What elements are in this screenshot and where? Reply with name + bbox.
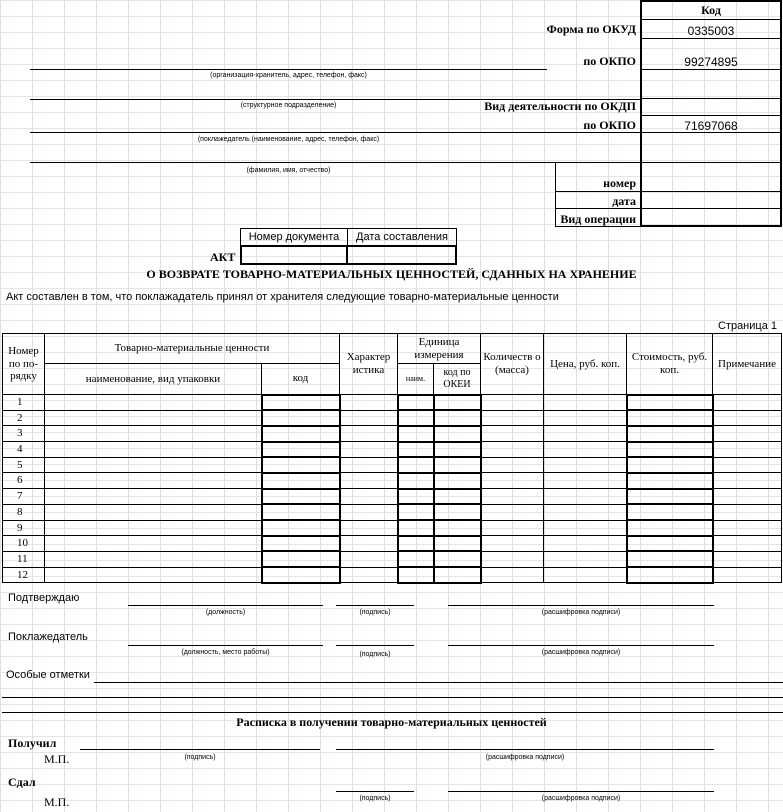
table-cell[interactable]	[340, 426, 398, 442]
code-divider	[640, 38, 782, 39]
table-cell[interactable]	[481, 520, 544, 536]
act-statement: Акт составлен в том, что поклажадатель принял от хранителя следующие товарно-материальные ценности	[6, 291, 559, 303]
row-number: 11	[3, 551, 45, 567]
table-cell[interactable]	[262, 442, 340, 458]
table-cell[interactable]	[398, 457, 434, 473]
received-label: Получил	[8, 736, 57, 750]
okpo-value[interactable]: 99274895	[684, 55, 738, 69]
table-row	[3, 442, 782, 458]
table-cell[interactable]	[45, 520, 262, 536]
col-code-header: код	[262, 364, 340, 395]
operation-label: Вид операции	[560, 212, 636, 226]
table-cell[interactable]	[544, 457, 627, 473]
table-cell[interactable]	[45, 457, 262, 473]
table-cell[interactable]	[340, 473, 398, 489]
table-cell[interactable]	[45, 395, 262, 411]
handed-decoding-line[interactable]	[448, 791, 714, 792]
table-cell[interactable]	[434, 442, 481, 458]
table-cell[interactable]	[713, 395, 782, 411]
table-cell[interactable]	[434, 489, 481, 505]
code-divider	[640, 208, 782, 209]
handed-mp: М.П.	[44, 795, 70, 809]
code-divider	[640, 162, 782, 163]
fio-line[interactable]	[30, 162, 640, 163]
received-signature-line[interactable]	[80, 749, 320, 750]
table-cell[interactable]	[398, 410, 434, 426]
table-cell[interactable]	[481, 426, 544, 442]
table-cell[interactable]	[398, 473, 434, 489]
table-cell[interactable]	[481, 473, 544, 489]
received-mp: М.П.	[44, 752, 70, 766]
table-cell[interactable]	[340, 489, 398, 505]
col-name-header: наименование, вид упаковки	[45, 364, 262, 395]
table-cell[interactable]	[340, 504, 398, 520]
handed-label: Сдал	[8, 775, 36, 789]
table-cell[interactable]	[713, 410, 782, 426]
doc-number-header: Номер документа	[248, 231, 340, 243]
okpo2-label: по ОКПО	[583, 118, 636, 132]
org-line[interactable]	[30, 69, 547, 70]
table-cell[interactable]	[713, 426, 782, 442]
special-notes-line[interactable]	[94, 682, 783, 683]
table-cell[interactable]	[481, 395, 544, 411]
table-cell[interactable]	[713, 457, 782, 473]
row-number: 1	[3, 395, 45, 411]
act-title: О ВОЗВРАТЕ ТОВАРНО-МАТЕРИАЛЬНЫХ ЦЕННОСТЕЙ, СДАННЫХ НА ХРАНЕНИЕ	[146, 267, 637, 281]
table-cell[interactable]	[627, 457, 713, 473]
dept-line[interactable]	[30, 99, 640, 100]
table-cell[interactable]	[340, 457, 398, 473]
table-cell[interactable]	[627, 442, 713, 458]
col-char-header: Характер истика	[340, 334, 398, 395]
table-row	[3, 536, 782, 552]
special-notes-line-2[interactable]	[2, 697, 783, 698]
okud-value[interactable]: 0335003	[687, 24, 735, 38]
table-cell[interactable]	[45, 426, 262, 442]
table-cell[interactable]	[627, 504, 713, 520]
table-row	[3, 520, 782, 536]
table-cell[interactable]	[481, 442, 544, 458]
table-cell[interactable]	[713, 504, 782, 520]
table-cell[interactable]	[262, 489, 340, 505]
date-header: Дата составления	[356, 231, 448, 243]
table-cell[interactable]	[627, 567, 713, 583]
col-note-header: Примечание	[713, 334, 782, 395]
table-cell[interactable]	[434, 473, 481, 489]
table-cell[interactable]	[481, 536, 544, 552]
okpo2-value[interactable]: 71697068	[684, 119, 738, 133]
items-table	[2, 333, 782, 584]
table-cell[interactable]	[544, 410, 627, 426]
depositor-caption: (поклажедатель (наименование, адрес, телефон, факс)	[197, 136, 380, 143]
special-notes-line-3[interactable]	[2, 712, 783, 713]
table-cell[interactable]	[544, 442, 627, 458]
table-cell[interactable]	[45, 489, 262, 505]
table-cell[interactable]	[45, 410, 262, 426]
table-cell[interactable]	[481, 489, 544, 505]
table-cell[interactable]	[627, 395, 713, 411]
received-decoding-line[interactable]	[336, 749, 714, 750]
okud-label: Форма по ОКУД	[546, 22, 636, 36]
code-divider	[640, 98, 782, 99]
table-cell[interactable]	[262, 567, 340, 583]
table-cell[interactable]	[713, 567, 782, 583]
date-field[interactable]	[346, 245, 457, 265]
confirm-position-line[interactable]	[128, 605, 323, 606]
table-row	[3, 567, 782, 583]
table-cell[interactable]	[398, 567, 434, 583]
col-qty-header: Количеств о (масса)	[481, 334, 544, 395]
table-cell[interactable]	[481, 567, 544, 583]
table-cell[interactable]	[627, 410, 713, 426]
table-cell[interactable]	[398, 489, 434, 505]
table-cell[interactable]	[434, 504, 481, 520]
confirm-position-caption: (должность)	[205, 609, 246, 616]
row-number: 7	[3, 489, 45, 505]
table-cell[interactable]	[398, 504, 434, 520]
row-number: 3	[3, 426, 45, 442]
confirm-signature-caption: (подпись)	[359, 609, 391, 616]
table-cell[interactable]	[713, 536, 782, 552]
table-row	[3, 457, 782, 473]
row-number: 12	[3, 567, 45, 583]
table-cell[interactable]	[627, 551, 713, 567]
table-cell[interactable]	[340, 536, 398, 552]
table-cell[interactable]	[262, 395, 340, 411]
table-cell[interactable]	[713, 551, 782, 567]
table-row	[3, 489, 782, 505]
depositor-decoding-caption: (расшифровка подписи)	[541, 649, 621, 656]
table-cell[interactable]	[398, 395, 434, 411]
table-cell[interactable]	[434, 536, 481, 552]
table-cell[interactable]	[398, 520, 434, 536]
special-notes-label: Особые отметки	[6, 669, 90, 681]
table-cell[interactable]	[544, 567, 627, 583]
table-cell[interactable]	[262, 520, 340, 536]
number-label: номер	[603, 176, 636, 190]
row-number: 6	[3, 473, 45, 489]
dept-caption: (структурное подразделение)	[240, 102, 337, 109]
depositor-label: Поклажедатель	[8, 631, 88, 643]
table-cell[interactable]	[45, 504, 262, 520]
table-cell[interactable]	[434, 426, 481, 442]
table-cell[interactable]	[481, 457, 544, 473]
table-cell[interactable]	[434, 551, 481, 567]
table-cell[interactable]	[434, 520, 481, 536]
table-cell[interactable]	[262, 551, 340, 567]
table-cell[interactable]	[544, 489, 627, 505]
depositor-signature-line[interactable]	[336, 645, 414, 646]
table-cell[interactable]	[398, 551, 434, 567]
table-cell[interactable]	[340, 395, 398, 411]
table-cell[interactable]	[434, 410, 481, 426]
table-cell[interactable]	[544, 473, 627, 489]
fio-caption: (фамилия, имя, отчество)	[246, 167, 331, 174]
table-cell[interactable]	[340, 520, 398, 536]
okpo-label: по ОКПО	[583, 54, 636, 68]
table-row	[3, 410, 782, 426]
table-cell[interactable]	[262, 504, 340, 520]
table-cell[interactable]	[434, 567, 481, 583]
act-label: АКТ	[210, 250, 236, 264]
handed-decoding-caption: (расшифровка подписи)	[541, 795, 621, 802]
col-unit-header: Единица измерения	[398, 334, 481, 364]
depositor-position-line[interactable]	[128, 645, 323, 646]
code-divider	[640, 69, 782, 70]
table-cell[interactable]	[434, 395, 481, 411]
row-number: 8	[3, 504, 45, 520]
col-num-header: Номер по по-рядку	[3, 334, 45, 395]
table-cell[interactable]	[45, 473, 262, 489]
col-unit-name-header: наим.	[398, 364, 434, 395]
table-cell[interactable]	[627, 426, 713, 442]
depositor-signature-caption: (подпись)	[359, 651, 391, 658]
table-cell[interactable]	[434, 457, 481, 473]
table-cell[interactable]	[262, 410, 340, 426]
table-cell[interactable]	[481, 551, 544, 567]
receipt-title: Расписка в получении товарно-материальных ценностей	[236, 715, 547, 729]
date-label: дата	[612, 194, 636, 208]
table-cell[interactable]	[262, 536, 340, 552]
col-tmc-header: Товарно-материальные ценности	[45, 334, 340, 364]
depositor-position-caption: (должность, место работы)	[181, 649, 270, 656]
table-cell[interactable]	[262, 426, 340, 442]
handed-signature-line[interactable]	[336, 791, 414, 792]
table-cell[interactable]	[45, 567, 262, 583]
row-number: 9	[3, 520, 45, 536]
table-cell[interactable]	[340, 410, 398, 426]
confirm-decoding-line[interactable]	[448, 605, 714, 606]
confirm-decoding-caption: (расшифровка подписи)	[541, 609, 621, 616]
received-signature-caption: (подпись)	[184, 754, 216, 761]
received-decoding-caption: (расшифровка подписи)	[485, 754, 565, 761]
table-cell[interactable]	[340, 442, 398, 458]
table-row	[3, 426, 782, 442]
table-cell[interactable]	[713, 520, 782, 536]
code-header: Код	[701, 3, 721, 17]
table-cell[interactable]	[713, 442, 782, 458]
table-cell[interactable]	[398, 536, 434, 552]
table-cell[interactable]	[398, 442, 434, 458]
table-cell[interactable]	[713, 473, 782, 489]
table-cell[interactable]	[544, 520, 627, 536]
divider	[555, 191, 641, 192]
row-number: 2	[3, 410, 45, 426]
code-divider	[640, 191, 782, 192]
doc-number-field[interactable]	[240, 245, 348, 265]
table-cell[interactable]	[45, 551, 262, 567]
table-row	[3, 551, 782, 567]
table-cell[interactable]	[544, 551, 627, 567]
code-divider	[640, 115, 782, 116]
table-cell[interactable]	[544, 426, 627, 442]
table-cell[interactable]	[627, 520, 713, 536]
row-number: 5	[3, 457, 45, 473]
table-cell[interactable]	[45, 442, 262, 458]
table-cell[interactable]	[262, 457, 340, 473]
table-cell[interactable]	[481, 410, 544, 426]
table-cell[interactable]	[627, 473, 713, 489]
table-cell[interactable]	[627, 489, 713, 505]
table-cell[interactable]	[340, 551, 398, 567]
table-row	[3, 473, 782, 489]
table-cell[interactable]	[45, 536, 262, 552]
depositor-line[interactable]	[30, 132, 640, 133]
okdp-label: Вид деятельности по ОКДП	[484, 99, 636, 113]
col-cost-header: Стоимость, руб. коп.	[627, 334, 713, 395]
table-row	[3, 504, 782, 520]
table-row	[3, 395, 782, 411]
handed-signature-caption: (подпись)	[359, 795, 391, 802]
col-unit-okei-header: код по ОКЕИ	[434, 364, 481, 395]
row-number: 10	[3, 536, 45, 552]
page-number: Страница 1	[717, 320, 777, 332]
table-cell[interactable]	[340, 567, 398, 583]
confirm-label: Подтверждаю	[8, 592, 80, 604]
depositor-decoding-line[interactable]	[448, 645, 714, 646]
table-cell[interactable]	[544, 504, 627, 520]
col-price-header: Цена, руб. коп.	[544, 334, 627, 395]
table-cell[interactable]	[713, 489, 782, 505]
row-number: 4	[3, 442, 45, 458]
table-cell[interactable]	[544, 395, 627, 411]
code-divider	[640, 19, 782, 20]
table-cell[interactable]	[627, 536, 713, 552]
org-caption: (организация-хранитель, адрес, телефон, факс)	[210, 72, 367, 79]
table-cell[interactable]	[481, 504, 544, 520]
table-cell[interactable]	[544, 536, 627, 552]
table-cell[interactable]	[262, 473, 340, 489]
confirm-signature-line[interactable]	[336, 605, 414, 606]
divider	[555, 208, 641, 209]
table-cell[interactable]	[398, 426, 434, 442]
